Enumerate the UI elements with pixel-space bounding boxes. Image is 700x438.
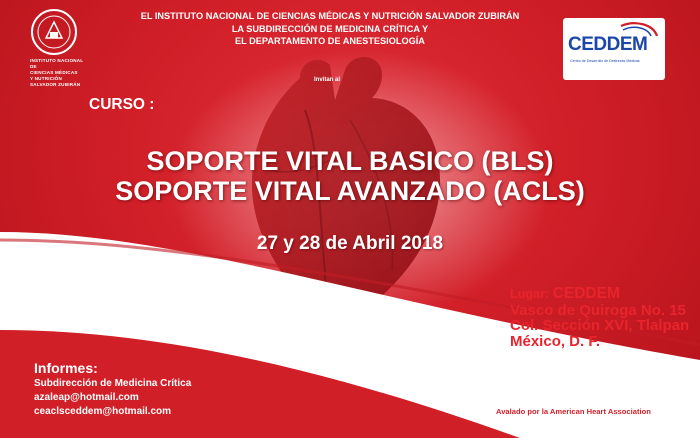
invitan-text: Invitan al xyxy=(314,77,341,83)
institution-name-line: Y NUTRICIÓN xyxy=(30,76,62,81)
location-address-street: Vasco de Quiroga No. 15 xyxy=(510,301,686,319)
header-line-department: EL DEPARTAMENTO DE ANESTESIOLOGÍA xyxy=(235,36,425,46)
contact-block xyxy=(34,360,191,419)
ceddem-logo-subtitle: Centro de Desarrollo de Destrezas Médicas xyxy=(570,59,640,63)
organizers-header xyxy=(95,10,565,48)
location-address-city: México, D. F. xyxy=(510,332,601,350)
institution-name xyxy=(30,58,100,88)
location-address-colonia: Col. Sección XVI, Tlalpan xyxy=(510,317,690,334)
course-label: CURSO : xyxy=(89,96,155,113)
course-title xyxy=(0,146,700,206)
aha-endorsement: Avalado por la American Heart Association xyxy=(496,407,651,416)
institution-name-line: SALVADOR ZUBIRÁN xyxy=(30,82,81,87)
ceddem-logo xyxy=(563,18,665,80)
contact-email-1[interactable]: azaleap@hotmail.com xyxy=(34,392,139,403)
institution-name-line: CIENCIAS MÉDICAS xyxy=(30,70,78,75)
institution-seal-icon xyxy=(30,8,78,56)
contact-email-2[interactable]: ceaclsceddem@hotmail.com xyxy=(34,406,172,417)
location-name: CEDDEM xyxy=(552,285,620,302)
institution-name-line: INSTITUTO NACIONAL xyxy=(30,58,84,63)
contact-title: Informes: xyxy=(34,360,98,376)
location-label: Lugar: xyxy=(510,287,550,301)
location-block xyxy=(510,286,689,349)
course-title-acls: SOPORTE VITAL AVANZADO (ACLS) xyxy=(115,176,585,206)
ceddem-logo-word: CEDDEM xyxy=(568,34,648,55)
contact-department: Subdirección de Medicina Crítica xyxy=(34,378,192,389)
course-title-bls: SOPORTE VITAL BASICO (BLS) xyxy=(146,146,554,176)
header-line-subdireccion: LA SUBDIRECCIÓN DE MEDICINA CRÍTICA Y xyxy=(231,23,429,34)
header-line-institute: EL INSTITUTO NACIONAL DE CIENCIAS MÉDICAS Y NUTRICIÓN SALVADOR ZUBIRÁN xyxy=(140,11,520,21)
institution-name-line: DE xyxy=(30,64,37,69)
course-dates: 27 y 28 de Abril 2018 xyxy=(256,233,444,254)
